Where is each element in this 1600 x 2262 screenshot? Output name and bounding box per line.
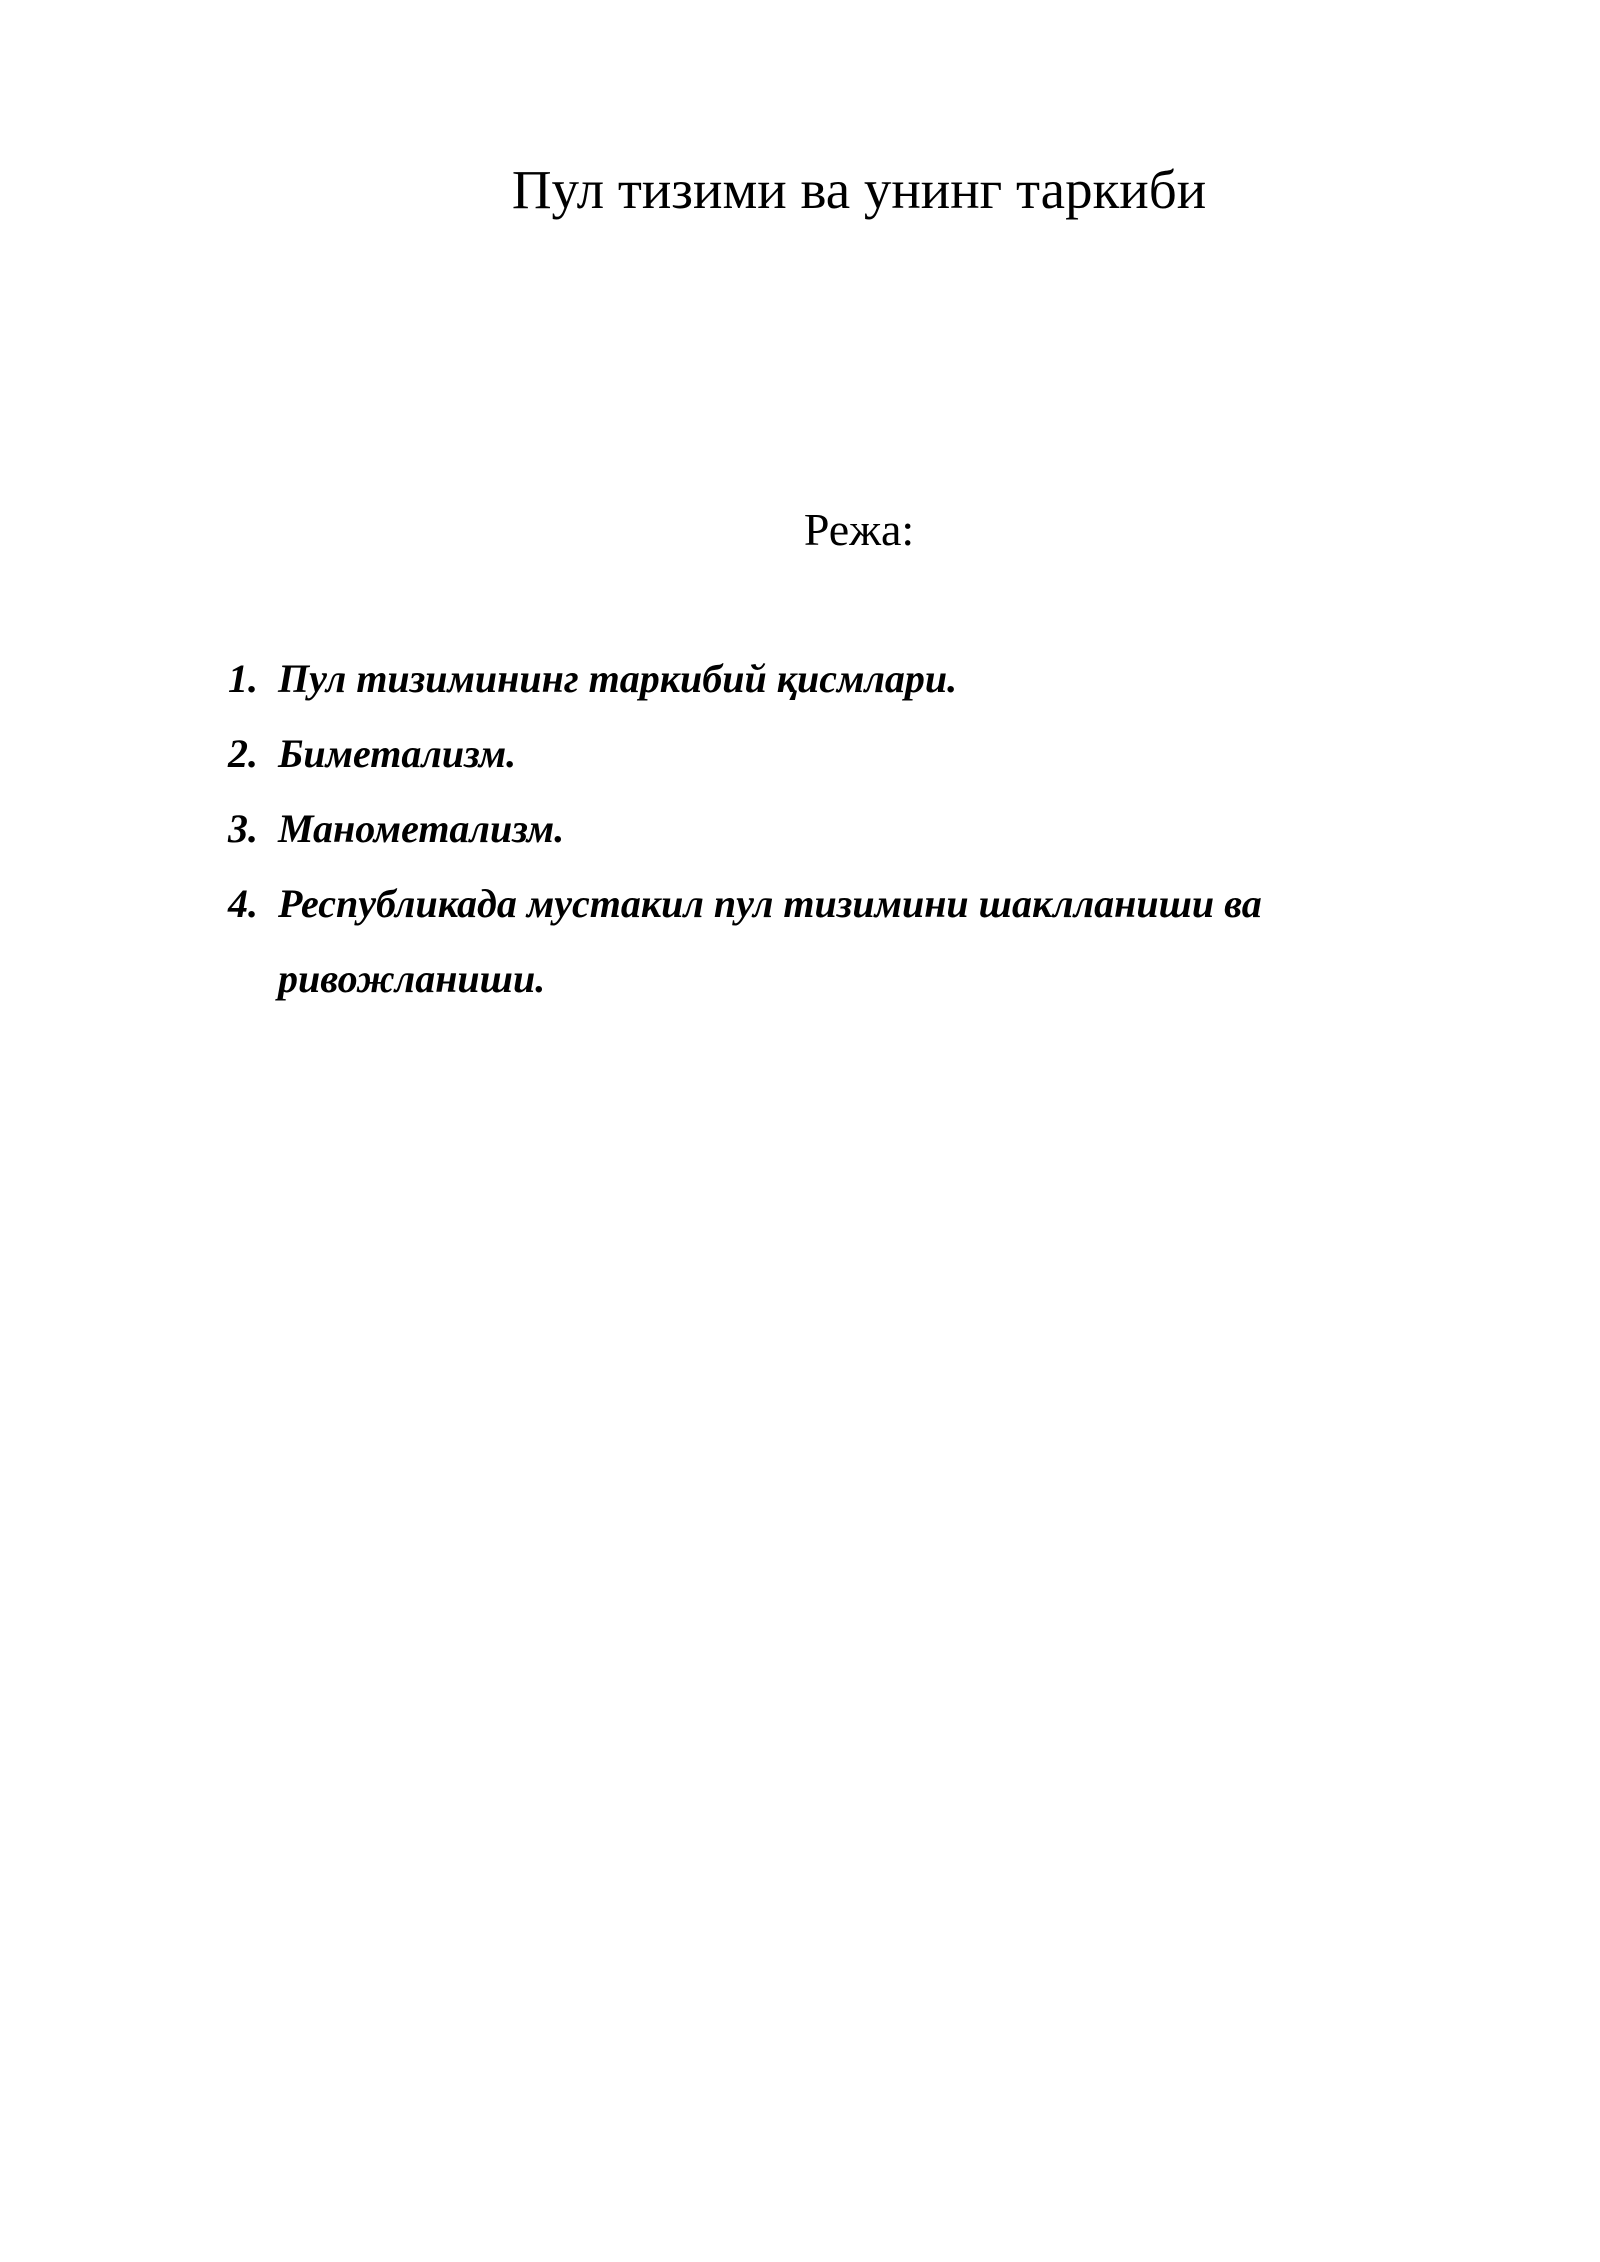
plan-item-number: 4.: [228, 881, 258, 926]
plan-item-text: Пул тизимининг таркибий қисмлари.: [278, 656, 958, 701]
document-title: Пул тизими ва унинг таркиби: [511, 159, 1207, 220]
plan-item-text: Республикада мустакил пул тизимини шаклланиши ва ривожланиши.: [278, 881, 1262, 1001]
plan-item-text: Биметализм.: [278, 731, 517, 776]
plan-item-number: 1.: [228, 656, 258, 701]
plan-item-number: 2.: [228, 731, 258, 776]
plan-heading: Режа:: [803, 504, 915, 555]
plan-item-4: [228, 866, 1408, 1016]
plan-list: [228, 641, 1408, 1016]
plan-item-3: [228, 791, 1408, 866]
plan-item-2: [228, 716, 1408, 791]
plan-item-1: [228, 641, 1408, 716]
plan-item-number: 3.: [228, 806, 258, 851]
plan-item-text: Манометализм.: [278, 806, 565, 851]
